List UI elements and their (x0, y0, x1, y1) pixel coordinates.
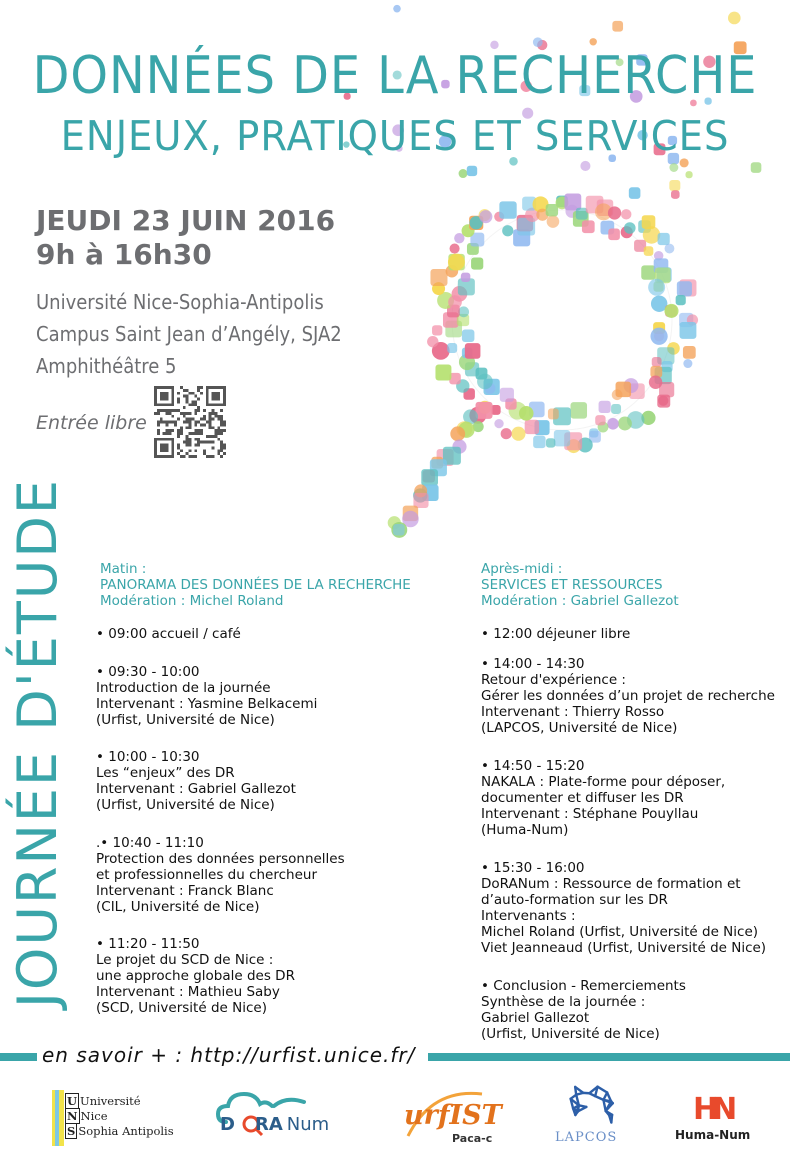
decorative-app-icon (652, 357, 662, 367)
decorative-app-icon (676, 295, 686, 305)
decorative-app-icon (546, 204, 558, 216)
program-item-line: documenter et diffuser les DR (481, 790, 684, 806)
program-item-line: Introduction de la journée (96, 680, 271, 696)
decorative-app-icon (612, 389, 623, 400)
program-item-line: (Urfist, Université de Nice) (481, 1026, 660, 1042)
program-item-line: (Huma-Num) (481, 822, 569, 838)
program-item-time: • 15:30 - 16:00 (481, 860, 585, 876)
program-item (96, 626, 241, 642)
logo-humanum[interactable] (673, 1092, 753, 1148)
decorative-app-icon (458, 306, 469, 317)
program-item (96, 936, 295, 1016)
program-item (481, 758, 725, 838)
humanum-text: Huma-Num (675, 1128, 751, 1142)
decorative-app-icon (618, 417, 632, 431)
program-item (96, 749, 296, 813)
program-item (96, 664, 317, 728)
program-item-line: Le projet du SCD de Nice : (96, 952, 274, 968)
unice-word-2: Nice (80, 1109, 108, 1123)
unice-line-1 (65, 1094, 174, 1109)
doranum-text (220, 1114, 329, 1135)
program-item-time: • 14:00 - 14:30 (481, 656, 585, 672)
decorative-app-icon (547, 215, 560, 228)
morning-header (100, 561, 411, 609)
decorative-app-icon (421, 469, 438, 486)
unice-line-2 (65, 1109, 174, 1124)
decorative-app-icon (644, 246, 654, 256)
decorative-app-icon (432, 325, 442, 335)
program-item-line: Intervenant : Gabriel Gallezot (96, 781, 296, 797)
doranum-do: D (220, 1114, 235, 1135)
entry-free-label: Entrée libre (36, 412, 147, 434)
decorative-app-icon (680, 322, 697, 339)
decorative-app-icon (571, 402, 588, 419)
decorative-app-icon (448, 254, 465, 271)
decorative-app-icon (580, 161, 590, 171)
decorative-app-icon (582, 220, 595, 233)
program-item-line: Intervenant : Yasmine Belkacemi (96, 696, 318, 712)
program-item-line: Intervenants : (481, 908, 576, 924)
decorative-app-icon (685, 171, 692, 178)
decorative-app-icon (728, 12, 741, 25)
footer-link[interactable]: en savoir + : http://urfist.unice.fr/ (42, 1043, 416, 1067)
event-date: JEUDI 23 JUIN 2016 (36, 204, 336, 237)
program-item-line: (Urfist, Université de Nice) (96, 712, 275, 728)
urfist-text: urfIST (404, 1100, 502, 1131)
logo-unice[interactable] (52, 1090, 174, 1146)
decorative-app-icon (665, 244, 675, 254)
decorative-app-icon (501, 428, 512, 439)
event-time: 9h à 16h30 (36, 238, 212, 271)
decorative-app-icon (548, 409, 559, 420)
decorative-app-icon (430, 269, 447, 286)
decorative-app-icon (608, 206, 621, 219)
decorative-app-icon (479, 210, 492, 223)
footer-bar-left (0, 1053, 37, 1061)
decorative-app-icon (658, 233, 670, 245)
program-item-line: Intervenant : Thierry Rosso (481, 704, 665, 720)
decorative-app-icon (589, 38, 596, 45)
program-item (96, 835, 345, 915)
title-line-1: DONNÉES DE LA RECHERCHE (32, 46, 758, 106)
decorative-app-icon (677, 281, 692, 296)
vertical-title: JOURNÉE D'ÉTUDE (6, 477, 69, 1008)
program-item-line: Gabriel Gallezot (481, 1010, 590, 1026)
decorative-app-icon (664, 304, 678, 318)
program-item-time: • 12:00 déjeuner libre (481, 626, 631, 642)
program-item-line: Viet Jeanneaud (Urfist, Université de Nice) (481, 940, 767, 956)
decorative-app-icon (599, 401, 611, 413)
decorative-app-icon (669, 180, 680, 191)
decorative-app-icon (494, 419, 503, 428)
logo-urfist[interactable] (402, 1086, 502, 1148)
decorative-app-icon (554, 430, 570, 446)
decorative-app-icon (435, 365, 451, 381)
qr-code[interactable] (154, 386, 226, 458)
program-item (481, 626, 630, 642)
decorative-app-icon (461, 273, 470, 282)
program-item-line: d’auto-formation sur les DR (481, 892, 668, 908)
unice-initial-s: S (67, 1124, 76, 1138)
unice-initial-u: U (67, 1094, 78, 1108)
decorative-app-icon (447, 343, 457, 353)
title-line-2: ENJEUX, PRATIQUES ET SERVICES (60, 112, 730, 160)
program-item-line: Michel Roland (Urfist, Université de Nice) (481, 924, 759, 940)
decorative-app-icon (657, 395, 670, 408)
morning-moderation: Modération : Michel Roland (100, 593, 284, 609)
humanum-mark-icon (693, 1092, 731, 1127)
decorative-app-icon (648, 279, 665, 296)
decorative-app-icon (607, 418, 619, 430)
program-item-line: Intervenant : Stéphane Pouyllau (481, 806, 699, 822)
decorative-app-icon (649, 376, 662, 389)
decorative-app-icon (533, 436, 545, 448)
logo-doranum[interactable] (212, 1084, 357, 1144)
program-item-time: • 09:30 - 10:00 (96, 664, 200, 680)
program-item-line: Protection des données personnelles (96, 851, 345, 867)
decorative-app-icon (612, 21, 623, 32)
decorative-app-icon (500, 388, 514, 402)
venue-line-1: Université Nice-Sophia-Antipolis (36, 290, 324, 314)
decorative-app-icon (669, 163, 678, 172)
afternoon-subtitle: SERVICES ET RESSOURCES (481, 577, 663, 593)
decorative-app-icon (393, 524, 404, 535)
unice-bar-blue (55, 1090, 59, 1146)
program-item-line: Gérer les données d’un projet de recherche (481, 688, 775, 704)
program-item-line: Intervenant : Mathieu Saby (96, 984, 280, 1000)
decorative-app-icon (650, 328, 667, 345)
doranum-ra: RA (254, 1114, 283, 1135)
program-item-line: (Urfist, Université de Nice) (96, 797, 275, 813)
decorative-app-icon (393, 5, 401, 13)
decorative-app-icon (683, 346, 696, 359)
program-item-line: (SCD, Université de Nice) (96, 1000, 267, 1016)
morning-heading: Matin : (100, 561, 147, 577)
decorative-app-icon (467, 166, 477, 176)
afternoon-moderation: Modération : Gabriel Gallezot (481, 593, 679, 609)
humanum-mark: HN (693, 1092, 732, 1127)
decorative-app-icon (459, 169, 468, 178)
morning-subtitle: PANORAMA DES DONNÉES DE LA RECHERCHE (100, 577, 411, 593)
program-item-line: Retour d'expérience : (481, 672, 626, 688)
decorative-app-icon (427, 336, 438, 347)
doranum-num: Num (286, 1114, 330, 1135)
program-item-line: Les “enjeux” des DR (96, 765, 235, 781)
decorative-app-icon (683, 359, 692, 368)
unice-line-3 (65, 1124, 174, 1139)
unice-initial-n: N (67, 1109, 78, 1123)
program-item-line: et professionnelles du chercheur (96, 867, 318, 883)
unice-word-1: Université (80, 1094, 141, 1108)
program-item-time: • 10:00 - 10:30 (96, 749, 200, 765)
decorative-app-icon (476, 402, 493, 419)
decorative-app-icon (621, 209, 631, 219)
program-item-line: Intervenant : Franck Blanc (96, 883, 274, 899)
decorative-app-icon (641, 265, 655, 279)
decorative-app-icon (611, 404, 621, 414)
lapcos-network-icon (551, 1082, 621, 1132)
program-item-line: (CIL, Université de Nice) (96, 899, 260, 915)
lapcos-text: LAPCOS (555, 1130, 618, 1145)
decorative-app-icon (608, 228, 620, 240)
program-item-line: DoRANum : Ressource de formation et (481, 876, 741, 892)
program-item-line: Synthèse de la journée : (481, 994, 646, 1010)
decorative-app-icon (502, 225, 513, 236)
program-item (481, 860, 766, 956)
program-item-line: une approche globale des DR (96, 968, 295, 984)
program-item-time: .• 10:40 - 11:10 (96, 835, 204, 851)
decorative-app-icon (511, 427, 525, 441)
program-item-line: NAKALA : Plate-forme pour déposer, (481, 774, 726, 790)
decorative-app-icon (751, 162, 762, 173)
decorative-app-icon (624, 222, 636, 234)
footer-bar-right (428, 1053, 790, 1061)
venue-line-3: Amphithéâtre 5 (36, 354, 177, 378)
unice-word-3: Sophia Antipolis (78, 1124, 174, 1138)
program-item-time: • Conclusion - Remerciements (481, 978, 686, 994)
program-item-time: • 09:00 accueil / café (96, 626, 241, 642)
decorative-app-icon (499, 201, 516, 218)
decorative-app-icon (462, 329, 475, 342)
afternoon-header (481, 561, 679, 609)
decorative-app-icon (671, 190, 680, 199)
unice-text (65, 1094, 174, 1139)
decorative-app-icon (629, 187, 641, 199)
program-item-time: • 11:20 - 11:50 (96, 936, 200, 952)
decorative-app-icon (465, 343, 481, 359)
program-item (481, 978, 686, 1042)
decorative-app-icon (595, 415, 605, 425)
venue-line-2: Campus Saint Jean d’Angély, SJA2 (36, 322, 342, 346)
urfist-subtext: Paca-c (452, 1132, 493, 1145)
decorative-app-icon (471, 257, 483, 269)
decorative-app-icon (525, 420, 539, 434)
program-item-time: • 14:50 - 15:20 (481, 758, 585, 774)
decorative-app-icon (450, 426, 465, 441)
program-item-line: (LAPCOS, Université de Nice) (481, 720, 678, 736)
program-item (481, 656, 775, 736)
decorative-app-icon (450, 243, 460, 253)
decorative-app-icon (546, 438, 555, 447)
afternoon-heading: Après-midi : (481, 561, 563, 577)
logo-lapcos[interactable] (551, 1082, 621, 1148)
